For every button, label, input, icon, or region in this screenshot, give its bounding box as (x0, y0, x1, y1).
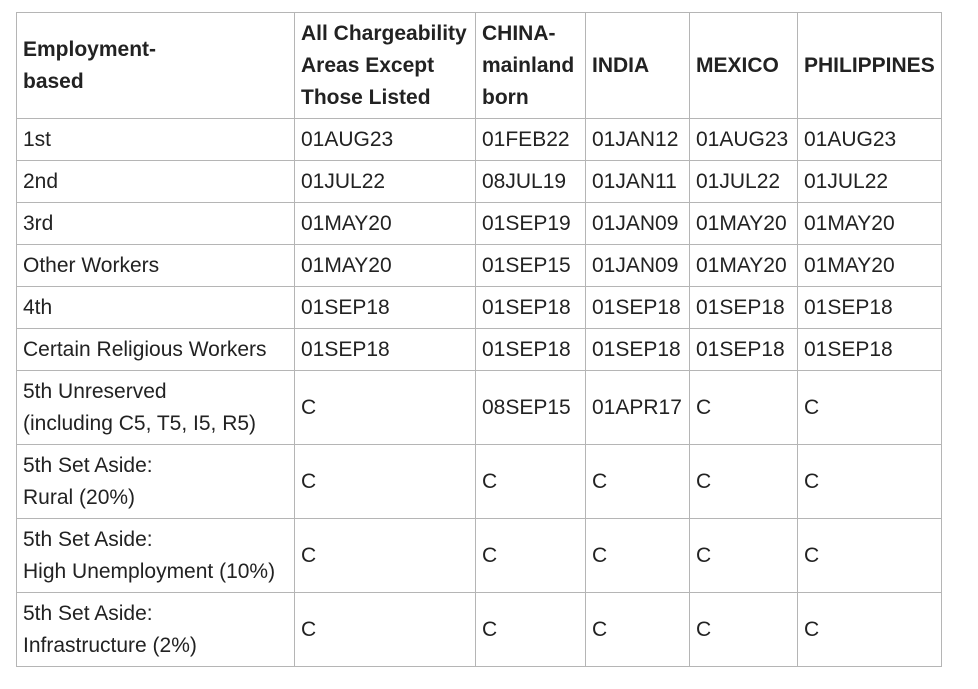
table-row (17, 445, 942, 519)
row-category: 3rd (17, 203, 295, 245)
cell-mexico: 01SEP18 (690, 287, 798, 329)
cell-all-chargeability: 01MAY20 (295, 245, 476, 287)
row-category: 5th Set Aside: Rural (20%) (17, 445, 295, 519)
row-category: 2nd (17, 161, 295, 203)
cell-china: 01SEP15 (476, 245, 586, 287)
cell-all-chargeability: C (295, 371, 476, 445)
header-row (17, 13, 942, 119)
cell-all-chargeability: C (295, 593, 476, 667)
cell-china: 08SEP15 (476, 371, 586, 445)
cell-china: C (476, 519, 586, 593)
cell-all-chargeability: C (295, 445, 476, 519)
table-row (17, 519, 942, 593)
row-category: 5th Set Aside: Infrastructure (2%) (17, 593, 295, 667)
cell-china: C (476, 445, 586, 519)
cell-india: 01APR17 (586, 371, 690, 445)
cell-mexico: 01SEP18 (690, 329, 798, 371)
cell-philippines: 01MAY20 (798, 203, 942, 245)
table-row (17, 119, 942, 161)
cell-india: 01JAN09 (586, 203, 690, 245)
table-row (17, 203, 942, 245)
cell-mexico: C (690, 445, 798, 519)
header-employment-based: Employment- based (17, 13, 295, 119)
cell-philippines: 01SEP18 (798, 329, 942, 371)
cell-india: 01JAN12 (586, 119, 690, 161)
cell-philippines: 01JUL22 (798, 161, 942, 203)
cell-philippines: C (798, 371, 942, 445)
row-category: 5th Unreserved (including C5, T5, I5, R5) (17, 371, 295, 445)
table-row (17, 593, 942, 667)
cell-all-chargeability: 01SEP18 (295, 287, 476, 329)
cell-china: 01SEP18 (476, 329, 586, 371)
table-row (17, 245, 942, 287)
cell-philippines: 01SEP18 (798, 287, 942, 329)
cell-china: 01SEP18 (476, 287, 586, 329)
row-category: Other Workers (17, 245, 295, 287)
visa-bulletin-table (16, 12, 942, 667)
cell-china: C (476, 593, 586, 667)
cell-philippines: C (798, 445, 942, 519)
header-all-chargeability: All Chargeability Areas Except Those Listed (295, 13, 476, 119)
cell-india: 01JAN09 (586, 245, 690, 287)
table-row (17, 287, 942, 329)
row-category: 1st (17, 119, 295, 161)
cell-philippines: 01AUG23 (798, 119, 942, 161)
cell-mexico: C (690, 371, 798, 445)
cell-india: 01SEP18 (586, 329, 690, 371)
cell-mexico: 01AUG23 (690, 119, 798, 161)
row-category: 4th (17, 287, 295, 329)
cell-philippines: C (798, 593, 942, 667)
header-philippines: PHILIPPINES (798, 13, 942, 119)
table-row (17, 371, 942, 445)
cell-india: 01JAN11 (586, 161, 690, 203)
row-category: 5th Set Aside: High Unemployment (10%) (17, 519, 295, 593)
table-row (17, 161, 942, 203)
cell-mexico: 01MAY20 (690, 203, 798, 245)
cell-mexico: 01JUL22 (690, 161, 798, 203)
cell-mexico: C (690, 519, 798, 593)
cell-mexico: 01MAY20 (690, 245, 798, 287)
cell-all-chargeability: 01AUG23 (295, 119, 476, 161)
cell-philippines: C (798, 519, 942, 593)
table-row (17, 329, 942, 371)
row-category: Certain Religious Workers (17, 329, 295, 371)
cell-all-chargeability: 01MAY20 (295, 203, 476, 245)
cell-all-chargeability: C (295, 519, 476, 593)
header-mexico: MEXICO (690, 13, 798, 119)
cell-india: C (586, 593, 690, 667)
cell-india: C (586, 445, 690, 519)
cell-philippines: 01MAY20 (798, 245, 942, 287)
cell-china: 01FEB22 (476, 119, 586, 161)
header-china: CHINA- mainland born (476, 13, 586, 119)
cell-china: 01SEP19 (476, 203, 586, 245)
cell-mexico: C (690, 593, 798, 667)
cell-india: 01SEP18 (586, 287, 690, 329)
cell-china: 08JUL19 (476, 161, 586, 203)
cell-all-chargeability: 01JUL22 (295, 161, 476, 203)
header-india: INDIA (586, 13, 690, 119)
cell-india: C (586, 519, 690, 593)
cell-all-chargeability: 01SEP18 (295, 329, 476, 371)
